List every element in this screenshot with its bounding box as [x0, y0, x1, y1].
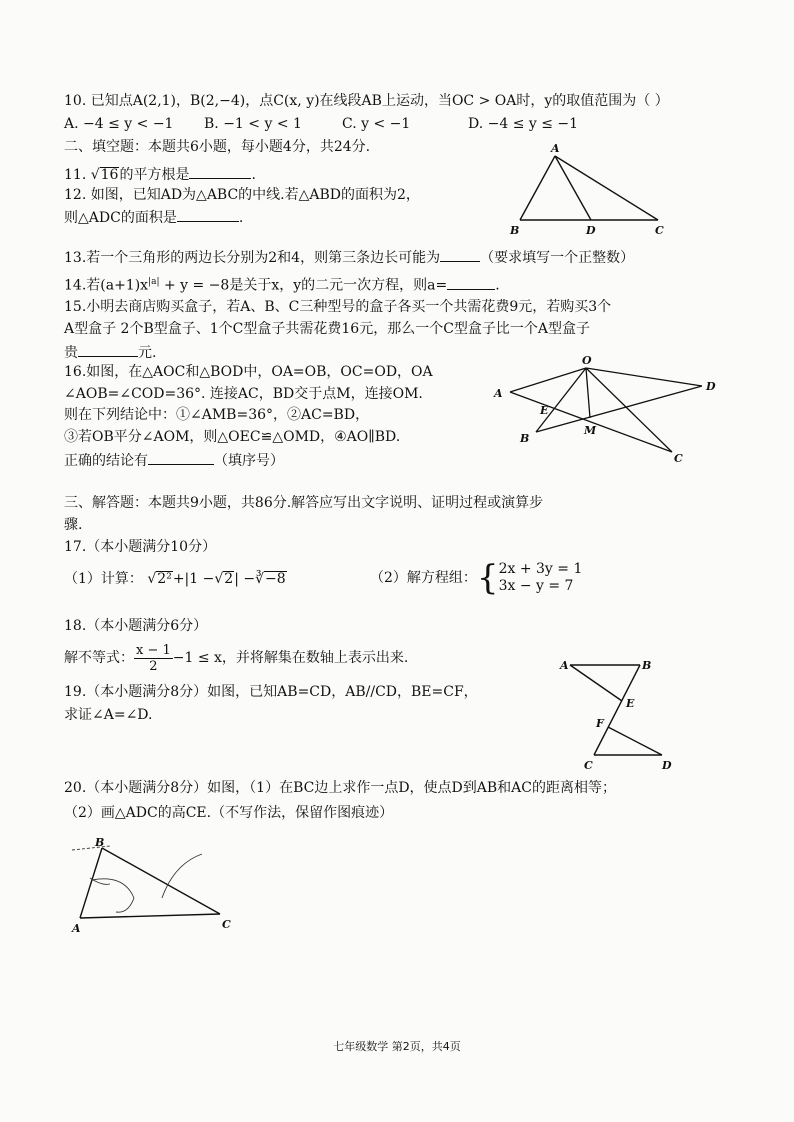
q10-stem: 10. 已知点A(2,1)，B(2,−4)，点C(x, y)在线段AB上运动，当OC > OA时，y的取值范围为（ ）: [64, 93, 669, 109]
q17-part2: [370, 558, 583, 598]
segment-ac: [555, 156, 658, 220]
section2-title: 二、填空题：本题共6小题，每小题4分，共24分.: [64, 139, 371, 155]
q19-line1: 19.（本小题满分8分）如图，已知AB=CD，AB//CD，BE=CF，: [64, 684, 478, 700]
segment-bc: [594, 665, 640, 755]
q14-expr: (a+1)x: [100, 277, 149, 294]
segment-ad: [555, 156, 591, 220]
fig12-label-a: A: [551, 142, 560, 155]
fig12-label-b: B: [510, 224, 520, 237]
q17-term2: +|1 −: [172, 571, 215, 587]
fig16-label-c: C: [674, 452, 683, 465]
fig12-label-c: C: [655, 224, 664, 237]
q17-eq1: 2x + 3y = 1: [498, 561, 583, 577]
q10-option-c: C. y < −1: [342, 116, 411, 132]
q15-line3: [64, 342, 156, 362]
q16-line3: 则在下列结论中：①∠AMB=36°，②AC=BD，: [64, 407, 370, 423]
q14-mid: + y = −8是关于x，y的二元一次方程，则a=: [159, 277, 448, 294]
q20-line1: 20.（本小题满分8分）如图，（1）在BC边上求作一点D，使点D到AB和AC的距离相等；: [64, 780, 617, 796]
q15-answer-blank: [78, 342, 138, 357]
segment-oc: [586, 368, 672, 452]
segment-od: [586, 368, 702, 386]
sqrt-icon: √: [214, 571, 224, 587]
q16-answer-blank: [148, 450, 214, 465]
segment-om: [586, 368, 590, 418]
q17-header: 17.（本小题满分10分）: [64, 539, 217, 555]
fig19-label-e: E: [626, 697, 635, 710]
fig20-label-b: B: [95, 836, 105, 849]
q14-answer-blank: [447, 275, 495, 290]
fig12-label-d: D: [586, 224, 596, 237]
figure-q16: [490, 352, 720, 464]
sqrt-icon: √: [147, 571, 157, 587]
fig16-label-e: E: [540, 404, 549, 417]
figure-q19: [556, 655, 686, 773]
fig19-label-c: C: [584, 759, 593, 772]
fig16-label-d: D: [706, 380, 716, 393]
q18-pre: 解不等式：: [64, 650, 134, 666]
fig20-label-c: C: [222, 918, 231, 931]
q12-answer-blank: [177, 207, 239, 222]
q15-line3-post: 元.: [138, 345, 157, 361]
construction-arc-3: [162, 854, 202, 898]
segment-bc: [102, 848, 220, 914]
q12-line2-text: 则△ADC的面积是: [64, 210, 177, 226]
q11-num: 11.: [64, 167, 87, 183]
q16-line2: ∠AOB=∠COD=36°. 连接AC，BD交于点M，连接OM.: [64, 386, 423, 402]
q11-text: 的平方根是: [119, 167, 190, 183]
fig16-label-m: M: [584, 424, 597, 437]
q13-note: （要求填写一个正整数）: [480, 250, 635, 266]
fig19-label-a: A: [560, 659, 569, 672]
construction-arcs: [72, 846, 202, 912]
q11-radicand: 16: [100, 167, 119, 183]
fig16-label-o: O: [582, 354, 592, 367]
q14-exponent: |a|: [148, 277, 160, 287]
figure-q12-triangle: [500, 140, 680, 240]
segment-oa: [510, 368, 586, 392]
construction-arc-1: [92, 879, 134, 912]
q17-part1: [64, 570, 287, 588]
q10-option-a: A. −4 ≤ y < −1: [64, 116, 174, 132]
q15-line3-pre: 贵: [64, 345, 78, 361]
q15-line2: A型盒子 2个B型盒子、1个C型盒子共需花费16元，那么一个C型盒子比一个A型盒子: [64, 321, 591, 337]
q18-fraction: [134, 643, 173, 674]
q19-line2: 求证∠A=∠D.: [64, 707, 153, 723]
q17-term3: 2: [224, 571, 234, 587]
q13-text: 13.若一个三角形的两边长分别为2和4，则第三条边长可能为: [64, 250, 441, 266]
q12-line1: 12. 如图，已知AD为△ABC的中线.若△ABD的面积为2，: [64, 187, 420, 203]
segment-ac: [80, 914, 220, 918]
section3-line2: 骤.: [64, 517, 83, 533]
q15-line1: 15.小明去商店购买盒子，若A、B、C三种型号的盒子各买一个共需花费9元，若购买3个: [64, 299, 612, 315]
fig16-label-b: B: [520, 432, 530, 445]
q10-option-d: D. −4 ≤ y ≤ −1: [468, 116, 579, 132]
q16-line5-pre: 正确的结论有: [64, 453, 148, 469]
q14-pre: 14.若: [64, 277, 101, 294]
segment-ab: [520, 156, 555, 220]
q18-post: −1 ≤ x，并将解集在数轴上表示出来.: [172, 650, 409, 666]
q17-term5: −8: [265, 571, 286, 587]
q14: [64, 273, 500, 295]
q14-end: .: [495, 277, 500, 294]
q12-line2: 则△ADC的面积是 .: [64, 207, 243, 227]
fig16-label-a: A: [494, 387, 503, 400]
q10-option-b: B. −1 < y < 1: [204, 116, 302, 132]
q20-line2: （2）画△ADC的高CE.（不写作法，保留作图痕迹）: [64, 805, 394, 821]
q16-line5-post: （填序号）: [214, 453, 284, 469]
q11-answer-blank: [189, 164, 251, 179]
segment-fd: [608, 727, 662, 755]
q16-line4: ③若OB平分∠AOM，则△OEC≌△OMD，④AO∥BD.: [64, 429, 401, 445]
fig19-label-b: B: [642, 659, 652, 672]
q17-system: [499, 561, 583, 595]
page-footer: 七年级数学 第2页，共4页: [333, 1040, 461, 1053]
segment-ob: [536, 368, 586, 432]
q18-denominator: 2: [149, 658, 158, 674]
q18-header: 18.（本小题满分6分）: [64, 618, 208, 634]
q17-part2-label: （2）解方程组：: [370, 570, 477, 586]
q13: [64, 247, 634, 267]
q16-line1: 16.如图，在△AOC和△BOD中，OA=OB，OC=OD，OA: [64, 364, 433, 380]
q18-numerator: x − 1: [136, 642, 171, 658]
cube-root-icon: ∛: [255, 571, 265, 587]
section3-line1: 三、解答题：本题共9小题，共86分.解答应写出文字说明、证明过程或演算步: [64, 495, 544, 511]
fig20-label-a: A: [72, 922, 81, 935]
q11: 11. √16的平方根是 .: [64, 164, 256, 184]
brace-icon: {: [476, 558, 499, 598]
segment-ae: [570, 665, 622, 701]
sqrt-icon: √: [90, 167, 100, 183]
figure-q20: [62, 834, 252, 940]
q17-eq2: 3x − y = 7: [498, 578, 574, 594]
q13-answer-blank: [440, 247, 480, 262]
q17-part1-label: （1）计算：: [64, 571, 143, 587]
q17-term4: | −: [234, 571, 256, 587]
fig19-label-f: F: [596, 717, 604, 730]
fig19-label-d: D: [662, 759, 672, 772]
q17-term1: 2²: [157, 571, 172, 587]
q18-body: [64, 640, 408, 676]
q16-line5: [64, 450, 284, 470]
segment-bd: [536, 386, 702, 432]
